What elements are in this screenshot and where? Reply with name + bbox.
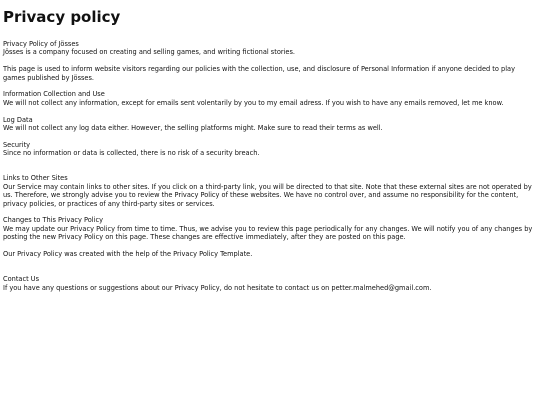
links-text: Our Service may contain links to other sites. If you click on a third-party link, you will be directed to that site. Note that these external sites are not operated by us. Therefore, we strongly advise you to review the Privacy Policy of these websites. We have no control over, and assume no responsibility for the content, privacy policies, or practices of any third-party sites or services. (3, 182, 532, 208)
template-note-section (3, 250, 537, 258)
changes-section (3, 216, 537, 241)
security-text: Since no information or data is collected, there is no risk of a security breach. (3, 149, 260, 158)
template-note: Our Privacy Policy was created with the help of the Privacy Policy Template. (3, 250, 253, 259)
contact-heading: Contact Us (3, 275, 40, 284)
links-section (3, 174, 537, 208)
contact-section (3, 275, 537, 292)
changes-text: We may update our Privacy Policy from time to time. Thus, we advise you to review this page periodically for any changes. We will notify you of any changes by posting the new Privacy Policy on this page. These changes are effective immediately, after they are posted on this page. (3, 224, 533, 242)
log-data-section (3, 116, 537, 133)
contact-text: If you have any questions or suggestions about our Privacy Policy, do not hesitate to contact us on petter.malmehed@gmail.com. (3, 283, 432, 292)
purpose-section (3, 65, 537, 82)
log-data-text: We will not collect any log data either. However, the selling platforms might. Make sure to read their terms as well. (3, 124, 383, 133)
intro-heading: Privacy Policy of Jösses (3, 40, 79, 48)
log-data-heading: Log Data (3, 115, 33, 124)
purpose-text: This page is used to inform website visitors regarding our policies with the collection, use, and disclosure of Personal Information if anyone decided to play games published by Jösses. (3, 65, 515, 82)
intro-section (3, 40, 537, 57)
spacer (3, 267, 537, 275)
intro-text: Jösses is a company focused on creating and selling games, and writing fictional stories. (3, 48, 295, 57)
info-collection-text: We will not collect any information, except for emails sent volentarily by you to my email adress. If you wish to have any emails removed, let me know. (3, 98, 504, 107)
spacer (3, 166, 537, 174)
page-title: Privacy policy (3, 8, 121, 26)
links-heading: Links to Other Sites (3, 174, 68, 183)
security-heading: Security (3, 140, 31, 149)
security-section (3, 141, 537, 158)
info-collection-section (3, 90, 537, 107)
changes-heading: Changes to This Privacy Policy (3, 216, 103, 225)
info-collection-heading: Information Collection and Use (3, 90, 105, 99)
